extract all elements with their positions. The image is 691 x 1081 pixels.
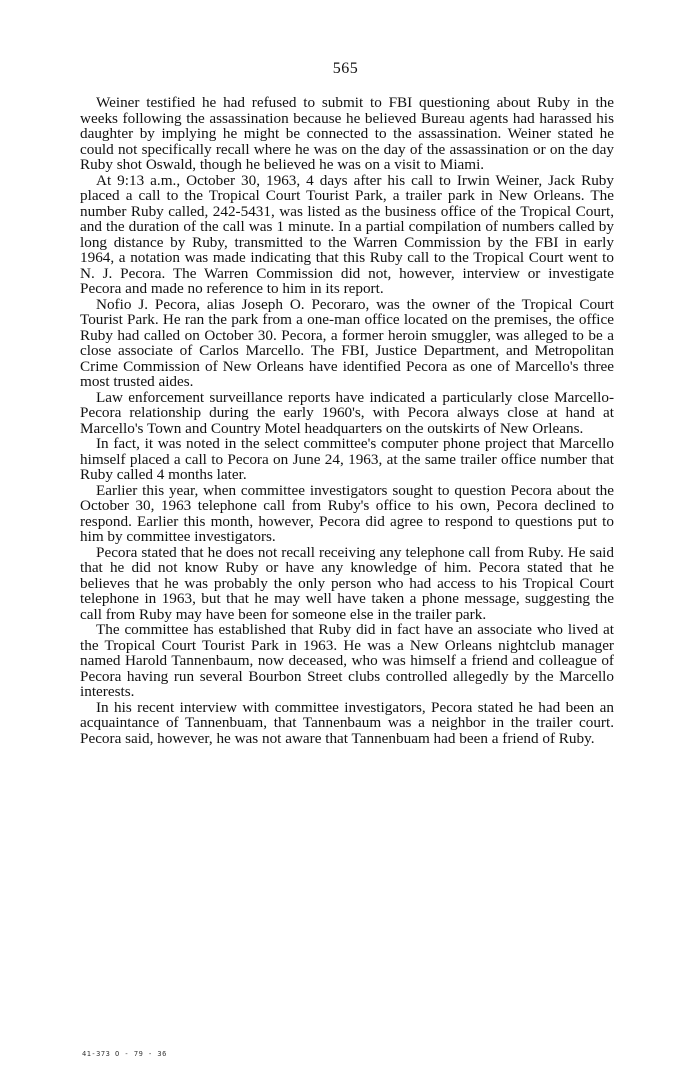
print-code: 41-373 O - 79 - 36 [82,1050,167,1058]
paragraph: In his recent interview with committee investigators, Pecora stated he had been an acquaintance of Tannenbuam, that Tannenbaum was a neighbor in the trailer court. Pecora said, however, he was not aware that Tannenbuam had been a friend of Ruby. [80,698,614,747]
paragraph: The committee has established that Ruby did in fact have an associate who lived at the Tropical Court Tourist Park in 1963. He was a New Orleans nightclub manager named Harold Tannenbaum, now deceased, who was himself a friend and colleague of Pecora having run several Bourbon Street clubs controlled allegedly by the Marcello interests. [80,621,614,700]
body-text [80,95,614,746]
paragraph: In fact, it was noted in the select committee's computer phone project that Marcello himself placed a call to Pecora on June 24, 1963, at the same trailer office number that Ruby called 4 months later. [80,435,614,483]
page-number: 565 [332,60,359,77]
paragraph: At 9:13 a.m., October 30, 1963, 4 days after his call to Irwin Weiner, Jack Ruby placed a call to the Tropical Court Tourist Park, a trailer park in New Orleans. The number Ruby called, 242-5431, was listed as the business office of the Tropical Court, and the duration of the call was 1 minute. In a partial compilation of numbers called by long distance by Ruby, transmitted to the Warren Commission by the FBI in early 1964, a notation was made indicating that this Ruby call to the Tropical Court went to N. J. Pecora. The Warren Commission did not, however, interview or investigate Pecora and made no reference to him in its report. [80,171,614,297]
paragraph: Nofio J. Pecora, alias Joseph O. Pecoraro, was the owner of the Tropical Court Tourist Park. He ran the park from a one-man office located on the premises, the office Ruby had called on October 30. Pecora, a former heroin smuggler, was alleged to be a close associate of Carlos Marcello. The FBI, Justice Department, and Metropolitan Crime Commission of New Orleans have identified Pecora as one of Marcello's three most trusted aides. [80,295,614,390]
paragraph: Earlier this year, when committee investigators sought to question Pecora about the October 30, 1963 telephone call from Ruby's office to his own, Pecora declined to respond. Earlier this month, however, Pecora did agree to respond to questions put to him by committee investigators. [80,481,614,545]
paragraph: Law enforcement surveillance reports have indicated a particularly close Marcello-Pecora relationship during the early 1960's, with Pecora always close at hand at Marcello's Town and Country Motel headquarters on the outskirts of New Orleans. [80,388,614,437]
paragraph: Weiner testified he had refused to submit to FBI questioning about Ruby in the weeks following the assassination because he believed Bureau agents had harassed his daughter by implying he might be connected to the assassination. Weiner stated he could not specifically recall where he was on the day of the assassination or on the day Ruby shot Oswald, though he believed he was on a visit to Miami. [80,94,614,173]
paragraph: Pecora stated that he does not recall receiving any telephone call from Ruby. He said that he did not know Ruby or have any knowledge of him. Pecora stated that he believes that he was probably the only person who had access to his Tropical Court telephone in 1963, but that he may well have taken a phone message, suggesting the call from Ruby may have been for someone else in the trailer park. [80,543,614,623]
